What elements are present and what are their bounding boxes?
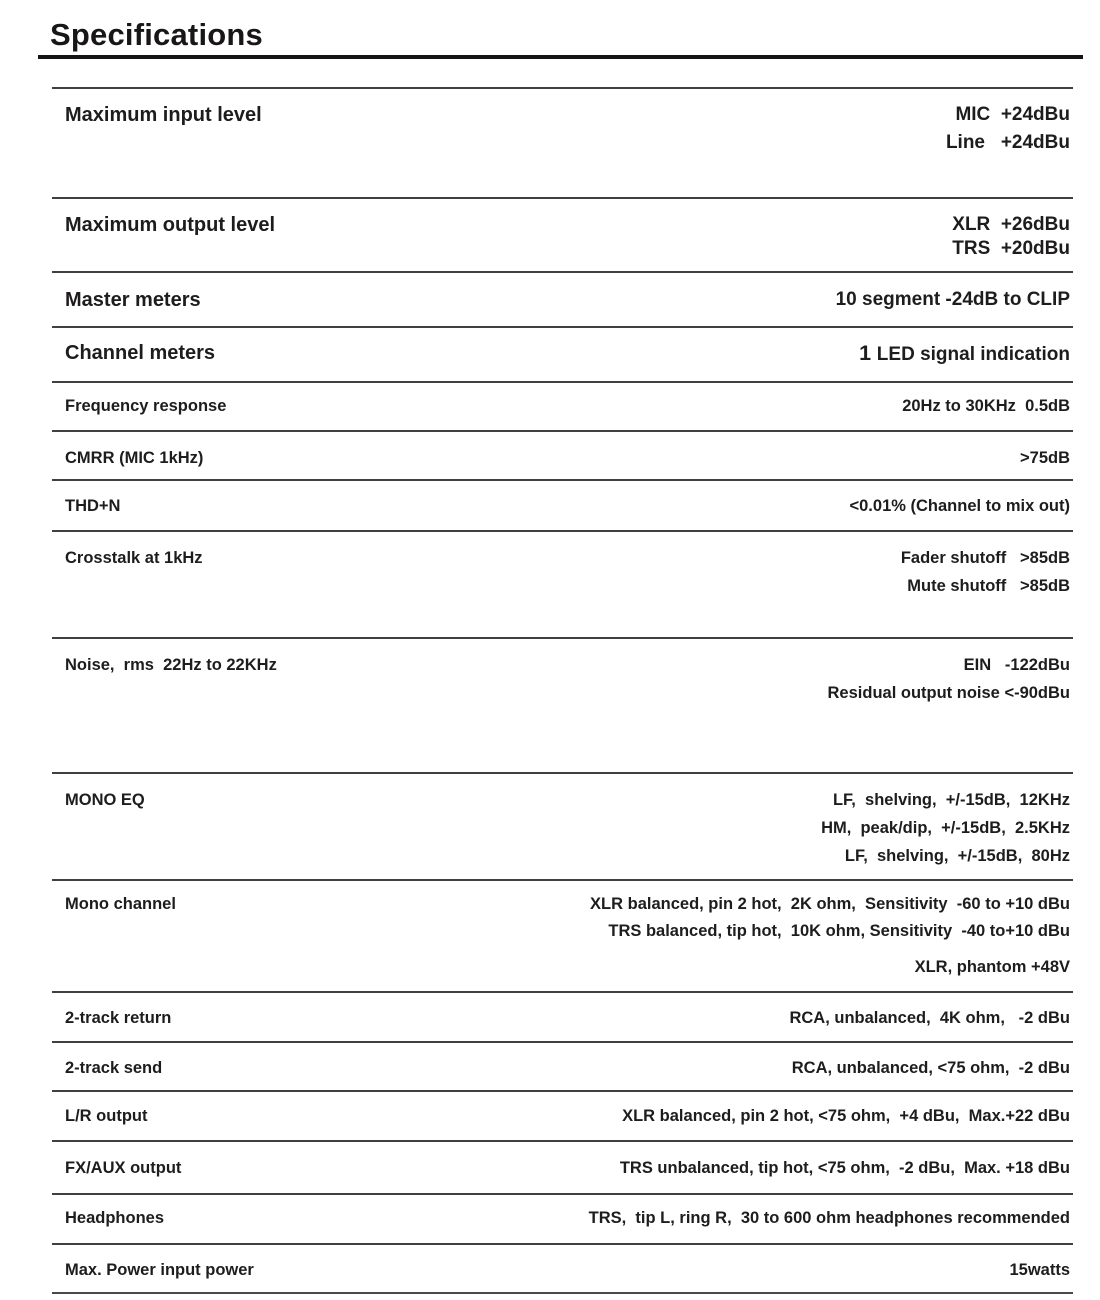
spec-row-headphones [52,1193,1073,1243]
spec-row-values [171,1004,1073,1032]
spec-row-values [254,1256,1073,1284]
spec-value: 20Hz to 30KHz 0.5dB [902,397,1070,415]
spec-value: Line +24dBu [945,132,1070,153]
title-underline-rule [38,55,1083,59]
spec-value: TRS balanced, tip hot, 10K ohm, Sensitivity -40 to+10 dBu [608,922,1070,940]
spec-row-mono-eq [52,772,1073,879]
spec-value: XLR balanced, pin 2 hot, 2K ohm, Sensitivity -60 to +10 dBu [590,895,1070,913]
spec-row-max-power-input-power [52,1243,1073,1294]
spec-value-leading-digit: 1 [859,341,872,365]
spec-row-mono-channel [52,879,1073,991]
spec-row-frequency-response [52,381,1073,430]
spec-row-label: FX/AUX output [65,1159,182,1177]
spec-row-label: Max. Power input power [65,1261,254,1279]
page-title: Specifications [50,17,263,52]
spec-row-values [176,891,1073,981]
spec-value: TRS, tip L, ring R, 30 to 600 ohm headphones recommended [588,1209,1070,1227]
spec-row-channel-meters [52,326,1073,381]
spec-value: TRS +20dBu [952,238,1070,259]
spec-value: Mute shutoff >85dB [907,577,1070,595]
spec-row-values [181,1154,1073,1182]
spec-row-lr-output [52,1090,1073,1140]
spec-row-values [162,1054,1073,1082]
spec-value [215,339,1070,369]
spec-value: XLR balanced, pin 2 hot, <75 ohm, +4 dBu, Max.+22 dBu [622,1107,1070,1125]
spec-table [52,87,1073,1294]
spec-row-cmrr [52,430,1073,479]
spec-value: >75dB [1020,449,1070,467]
spec-row-values [203,544,1073,600]
spec-row-label: Headphones [65,1209,165,1227]
spec-value: RCA, unbalanced, <75 ohm, -2 dBu [791,1059,1070,1077]
spec-row-thd-n [52,479,1073,530]
spec-row-values [145,786,1073,870]
spec-value: TRS unbalanced, tip hot, <75 ohm, -2 dBu, Max. +18 dBu [619,1159,1070,1177]
spec-row-values [215,339,1073,369]
spec-row-label: Channel meters [65,342,216,364]
spec-value: 15watts [1009,1261,1070,1279]
spec-row-label: L/R output [65,1107,148,1125]
spec-row-label: Mono channel [65,895,176,913]
spec-row-2-track-return [52,991,1073,1041]
spec-row-label: Maximum input level [65,104,262,126]
spec-row-label: MONO EQ [65,791,145,809]
spec-value: LF, shelving, +/-15dB, 12KHz [832,791,1070,809]
spec-row-noise [52,637,1073,772]
spec-row-fx-aux-output [52,1140,1073,1193]
spec-value: HM, peak/dip, +/-15dB, 2.5KHz [821,819,1070,837]
spec-value: XLR, phantom +48V [914,958,1070,976]
spec-row-label: Master meters [65,289,201,311]
spec-row-values [226,392,1073,420]
spec-row-label: THD+N [65,497,121,515]
spec-row-label: Noise, rms 22Hz to 22KHz [65,656,277,674]
spec-value: <0.01% (Channel to mix out) [849,497,1070,515]
spec-row-label: Crosstalk at 1kHz [65,549,203,567]
spec-value: MIC +24dBu [955,104,1070,125]
spec-value-text: LED signal indication [871,344,1070,365]
spec-row-values [147,1102,1073,1130]
spec-value: RCA, unbalanced, 4K ohm, -2 dBu [789,1009,1070,1027]
spec-row-values [277,651,1073,707]
spec-row-values [201,286,1073,314]
spec-value: 10 segment -24dB to CLIP [835,289,1070,310]
spec-row-values [275,213,1073,261]
spec-row-values [120,492,1073,520]
spec-row-label: Maximum output level [65,214,276,236]
spec-row-values [262,101,1073,157]
spec-row-label: CMRR (MIC 1kHz) [65,449,204,467]
spec-value: Fader shutoff >85dB [900,549,1070,567]
spec-row-maximum-input-level [52,87,1073,197]
spec-row-values [203,444,1073,472]
spec-row-label: Frequency response [65,397,227,415]
spec-row-master-meters [52,271,1073,326]
spec-value: XLR +26dBu [952,214,1070,235]
spec-row-maximum-output-level [52,197,1073,271]
spec-row-label: 2-track return [65,1009,172,1027]
spec-value: Residual output noise <-90dBu [827,684,1070,702]
spec-value: EIN -122dBu [963,656,1070,674]
spec-row-crosstalk [52,530,1073,637]
spec-row-values [164,1204,1073,1232]
spec-row-label: 2-track send [65,1059,163,1077]
spec-value: LF, shelving, +/-15dB, 80Hz [844,847,1070,865]
spec-row-2-track-send [52,1041,1073,1090]
